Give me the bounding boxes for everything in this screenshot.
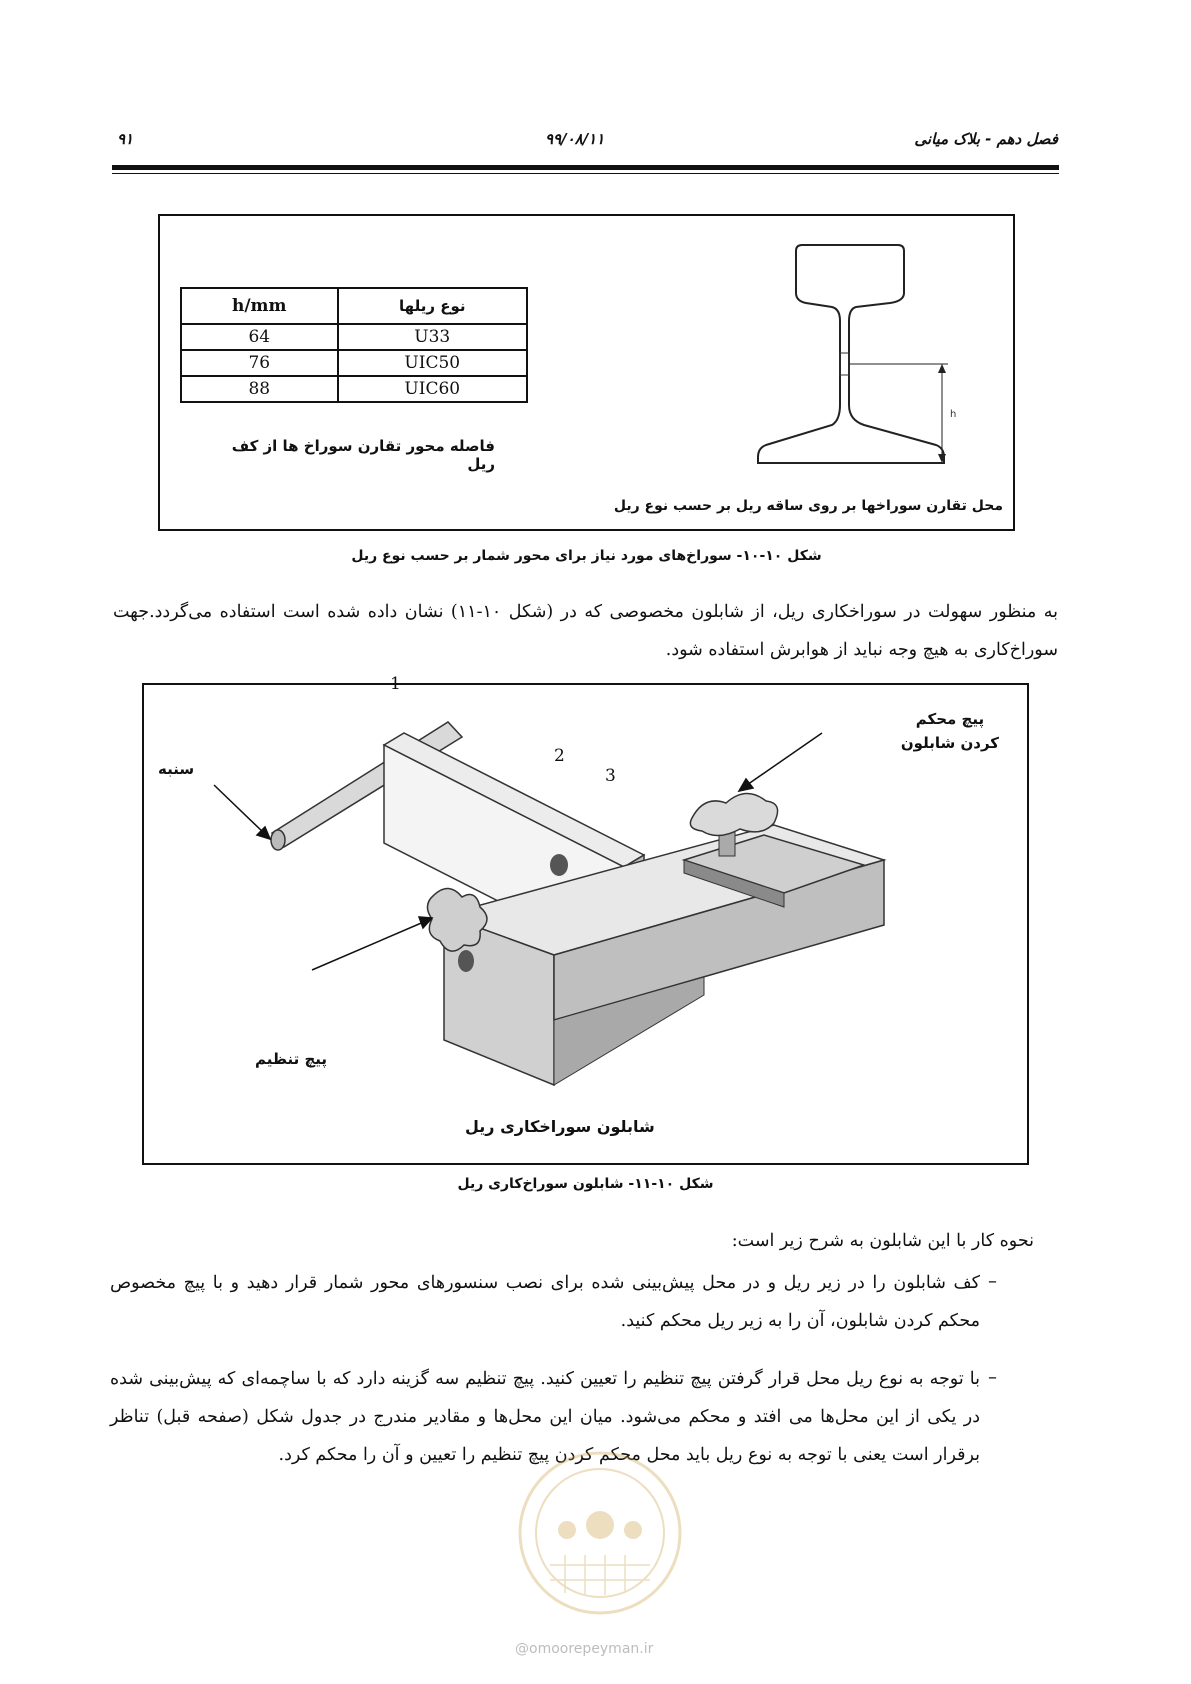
header-rule-thin: [112, 173, 1059, 174]
figure1-caption: شکل ۱۰-۱۰- سوراخ‌های مورد نیاز برای محور شمار بر حسب نوع ریل: [351, 548, 822, 564]
rail-profile-diagram: [740, 235, 990, 475]
procedure-intro: نحوه کار با این شابلون به شرح زیر است:: [731, 1231, 1034, 1251]
punch-label: سنبه: [158, 760, 195, 778]
label-number-3: 3: [605, 766, 616, 786]
clamp-screw-label: [901, 710, 999, 752]
h-dimension-label: h: [950, 409, 957, 420]
watermark-text: @omoorepeyman.ir: [515, 1641, 654, 1657]
bullet-text: با توجه به نوع ریل محل قرار گرفتن پیچ تنظیم را تعیین کنید. پیچ تنظیم سه گزینه دارد که با ساچمه‌ای که پیش‌بینی شده در یکی از این محل‌ها می افتد و محکم می‌شود. میان این محل‌ها و مقادیر مندرج در جدول شکل (صفحه قبل) تناظر برقرار است یعنی با توجه به نوع ریل باید محل محکم کردن پیچ تنظیم را تعیین و آن را محکم کرد.: [110, 1369, 980, 1465]
table-header-row: [181, 288, 527, 324]
label-number-2: 2: [554, 746, 565, 766]
diagram-note: محل تقارن سوراخها بر روی ساقه ریل بر حسب نوع ریل: [613, 498, 1003, 514]
table-row: [181, 324, 527, 350]
table-cell: UIC60: [338, 376, 527, 402]
table-cell: 88: [181, 376, 338, 402]
adjust-screw-label: پیچ تنظیم: [255, 1050, 328, 1068]
header-date: ۹۹/۰۸/۱۱: [545, 130, 605, 148]
chapter-title: فصل دهم - بلاک میانی: [914, 130, 1058, 148]
drilling-template-drawing: [144, 685, 1027, 1163]
clamp-screw-label-line2: کردن شابلون: [900, 734, 999, 752]
bullet-text: کف شابلون را در زیر ریل و در محل پیش‌بینی شده برای نصب سنسورهای محور شمار قرار دهید و با پیچ مخصوص محکم کردن شابلون، آن را به زیر ریل محکم کنید.: [110, 1273, 980, 1331]
figure2-caption: شکل ۱۰-۱۱- شابلون سوراخ‌کاری ریل: [457, 1176, 714, 1192]
table-header-rail-type: نوع ریلها: [338, 288, 527, 324]
header-rule-thick: [112, 165, 1059, 170]
table-note: فاصله محور تقارن سوراخ ها از کف ریل: [231, 437, 495, 473]
table-cell: UIC50: [338, 350, 527, 376]
table-header-h: h/mm: [181, 288, 338, 324]
table-cell: 76: [181, 350, 338, 376]
bullet-dash: –: [988, 1271, 997, 1292]
rail-height-table: [180, 287, 528, 403]
bullet-dash: –: [988, 1367, 997, 1388]
page-number: ۹۱: [117, 130, 134, 148]
watermark-logo: [505, 1445, 695, 1620]
bullet-item-1: [110, 1264, 980, 1340]
clamp-screw-label-line1: پیچ محکم: [915, 710, 985, 728]
label-number-1: 1: [390, 674, 401, 694]
table-row: [181, 376, 527, 402]
table-cell: 64: [181, 324, 338, 350]
paragraph1: به منظور سهولت در سوراخکاری ریل، از شابلون مخصوصی که در (شکل ۱۰-۱۱) نشان داده شده است استفاده می‌گردد.جهت سوراخ‌کاری به هیچ وجه نباید از هوابرش استفاده شود.: [113, 602, 1058, 660]
table-cell: U33: [338, 324, 527, 350]
table-row: [181, 350, 527, 376]
template-title-label: شابلون سوراخکاری ریل: [465, 1117, 655, 1136]
